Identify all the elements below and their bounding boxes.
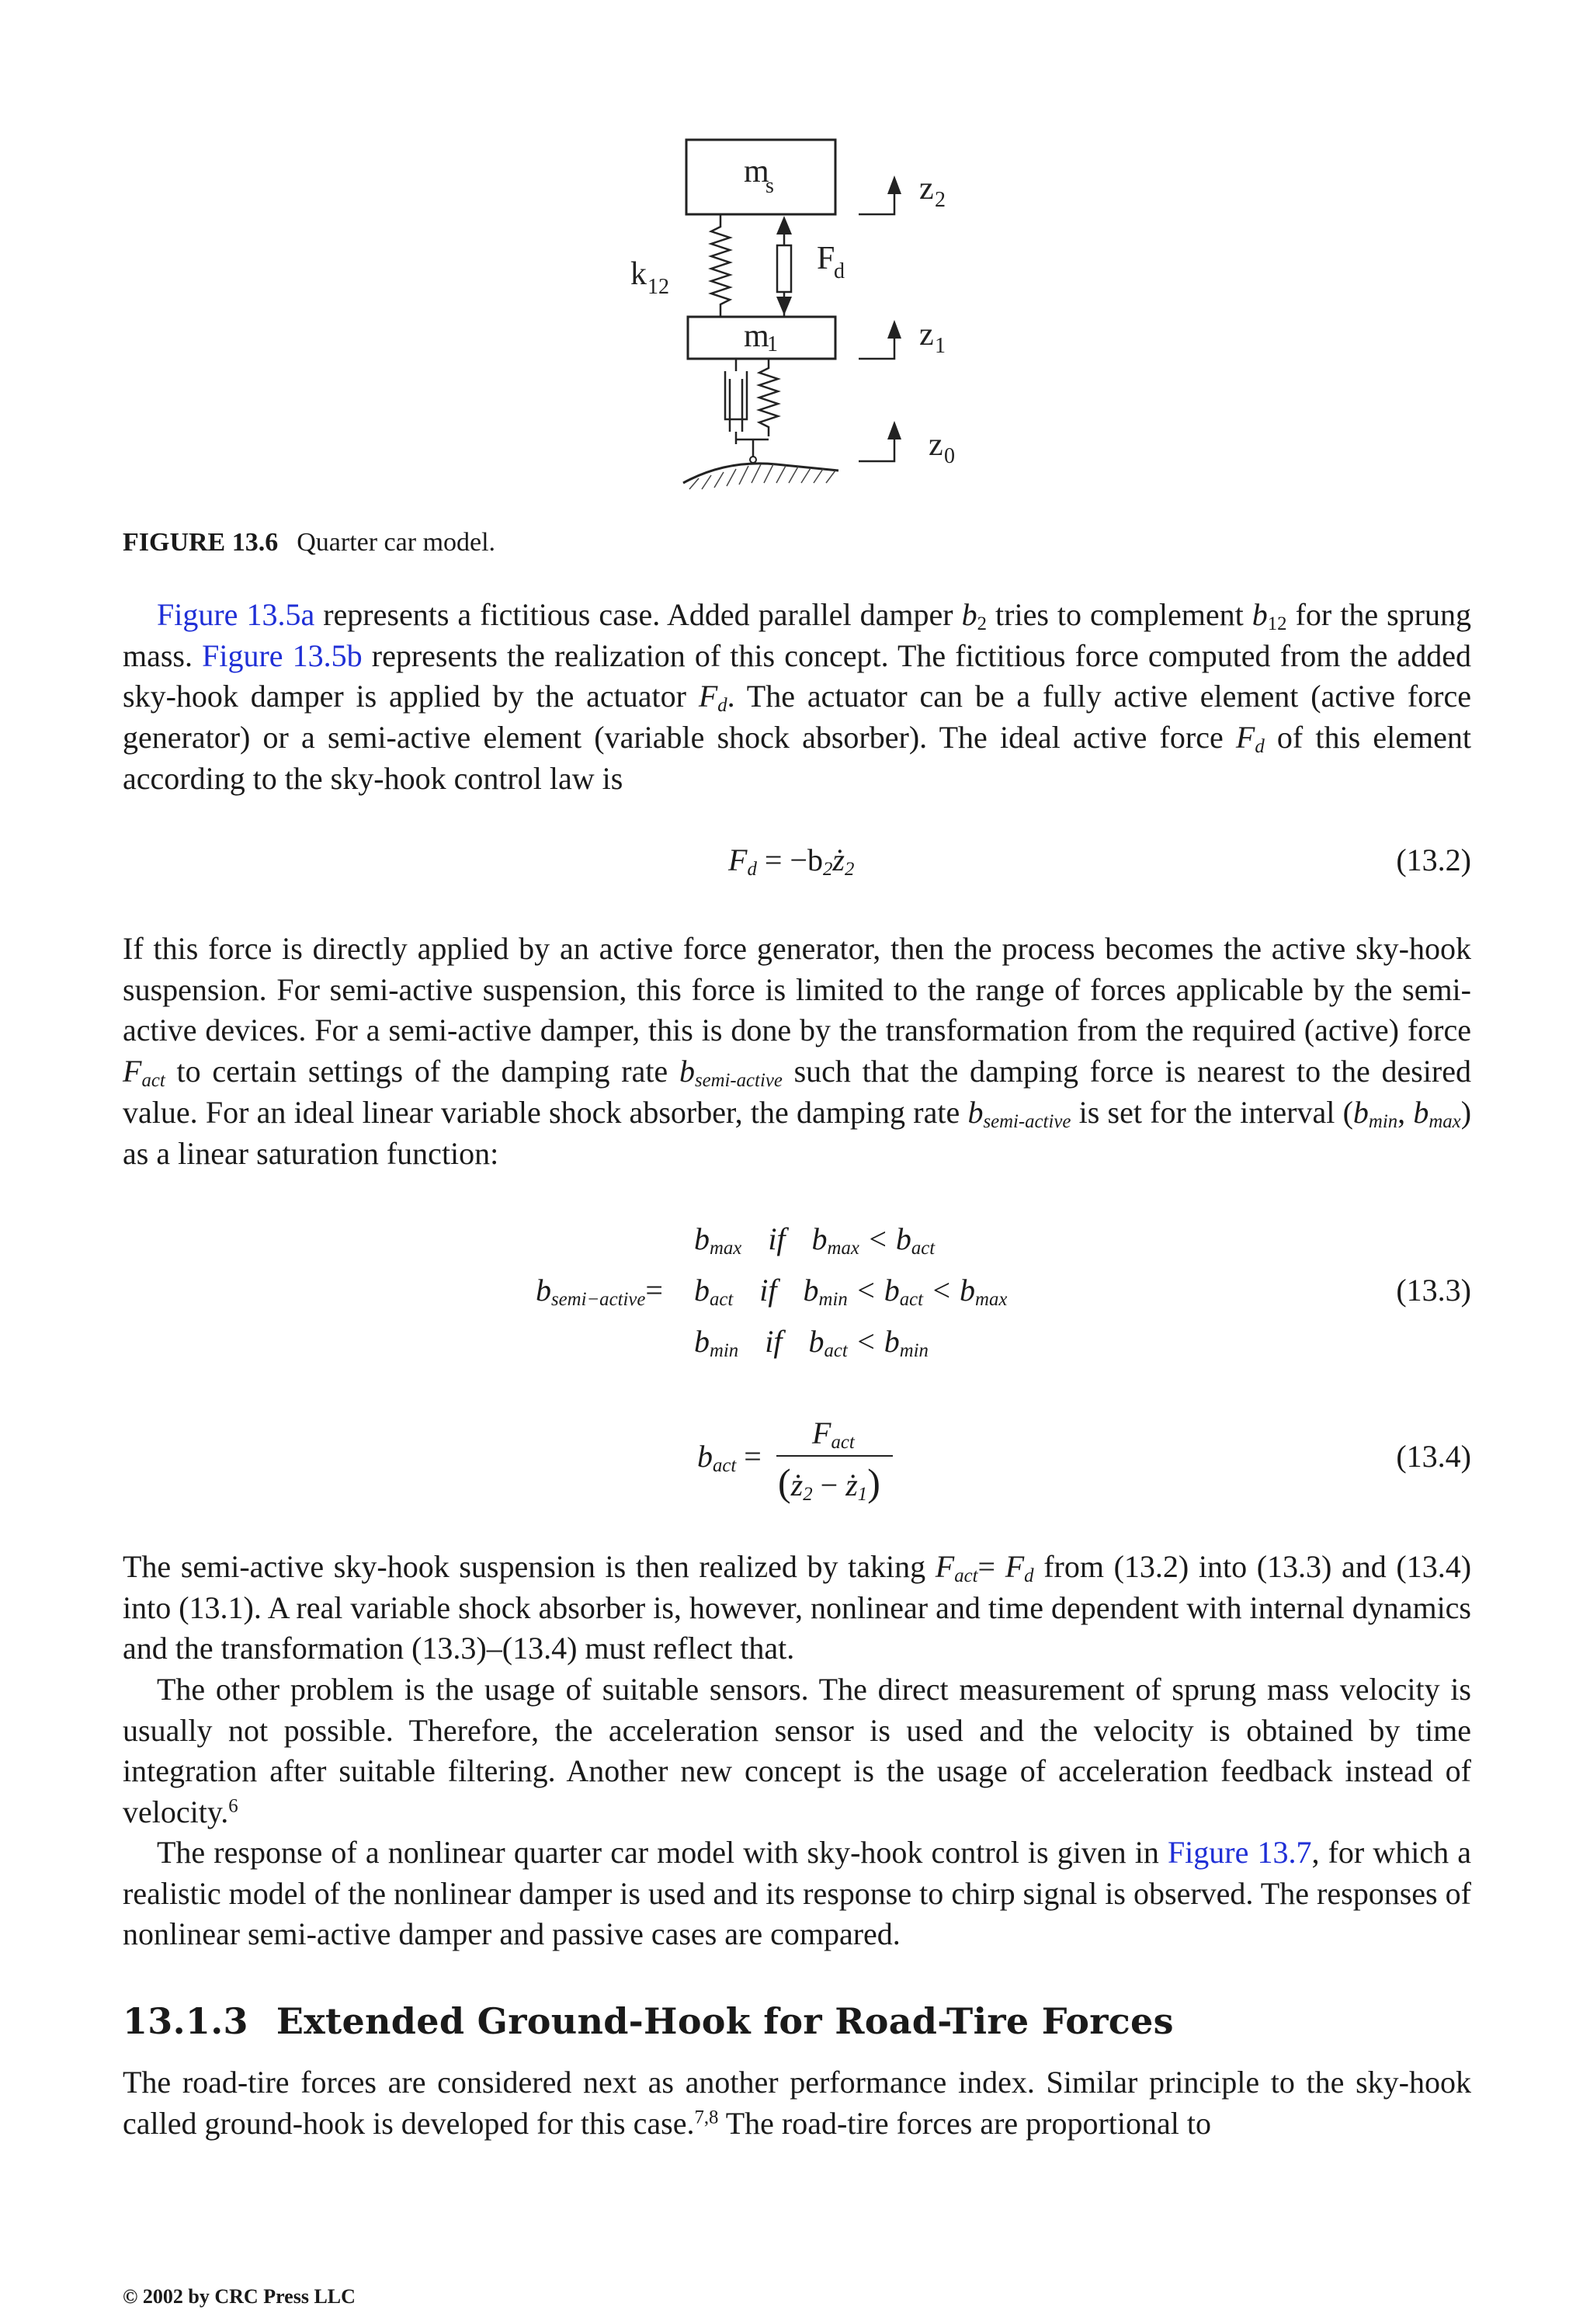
actuator-label: F	[817, 241, 835, 276]
section-heading	[123, 2000, 1174, 2042]
tire-damper	[725, 371, 747, 419]
spring-k12-label: k	[630, 256, 647, 292]
link-figure-13-5b[interactable]: Figure 13.5b	[202, 637, 363, 673]
paragraph-sensors: The other problem is the usage of suitable sensors. The direct measurement of sprung mass velocity is usually not possible. Therefore, the acceleration sensor is used and the velocity is obtained by time integration after suitable filtering. Another new concept is the usage of acceleration feedback instead of velocity.$^6$	[123, 1672, 1471, 1830]
paragraph-semi-active: If this force is directly applied by an active force generator, then the process becomes the active sky-hook suspension. For semi-active suspension, this force is limited to the range of forces applicable by the semi-active devices. For a semi-active damper, this is done by the transformation from the required (active) force $F_{act}$ to certain settings of the damping rate $b_{semi-active}$ such that the damping force is nearest to the desired value. For an ideal linear variable shock absorber, the damping rate $b_{semi-active}$ is set for the interval ($b_{min}$, $b_{max}$) as a linear saturation function:	[123, 931, 1472, 1171]
actuator-sub: d	[834, 259, 845, 283]
actuator-arrow-up	[776, 216, 792, 234]
z2-sub: 2	[935, 188, 946, 212]
sprung-mass-sub: s	[765, 174, 774, 198]
figure-caption-text: Quarter car model.	[297, 528, 496, 557]
equation-13-2-number: (13.2)	[1396, 842, 1471, 877]
fraction-bar	[776, 1455, 893, 1457]
equation-13-3-row-2: $b_{act}$ if $b_{min} < b_{act} < b_{max}$	[694, 1273, 1008, 1311]
figure-caption	[123, 528, 495, 558]
equation-13-3-row-3: $b_{min}$ if $b_{act} < b_{min}$	[694, 1324, 929, 1362]
equation-13-3-row-1: $b_{max}$ if $b_{max} < b_{act}$	[694, 1221, 936, 1259]
equation-13-4-number: (13.4)	[1396, 1439, 1471, 1474]
unsprung-mass-sub: 1	[767, 332, 778, 356]
copyright-footer: © 2002 by CRC Press LLC	[123, 2285, 356, 2308]
z0-sub: 0	[944, 444, 955, 468]
section-title: Extended Ground-Hook for Road-Tire Forces	[276, 2000, 1174, 2042]
link-figure-13-5a[interactable]: Figure 13.5a	[157, 597, 315, 632]
figure-caption-number: FIGURE 13.6	[123, 528, 279, 557]
tire-spring	[759, 359, 778, 436]
spring-k12	[711, 214, 730, 317]
quarter-car-figure	[0, 0, 1590, 512]
paragraph-response: The response of a nonlinear quarter car model with sky-hook control is given in Figure 13.7, for which a realistic model of the nonlinear damper is used and its response to chirp signal is observed. The responses of nonlinear semi-active damper and passive cases are compared.	[123, 1835, 1471, 1952]
spring-k12-sub: 12	[647, 275, 669, 299]
z2-label: z	[919, 171, 934, 207]
equation-13-3-number: (13.3)	[1396, 1273, 1471, 1308]
link-figure-13-7[interactable]: Figure 13.7	[1167, 1835, 1312, 1870]
actuator-body	[777, 245, 791, 292]
paragraph-skyhook-intro: Figure 13.5a represents a fictitious case. Added parallel damper $b_2$ tries to complement $b_{12}$ for the sprung mass. Figure 13.5b represents the realization of this concept. The fictitious force computed from the added sky-hook damper is applied by the actuator $F_d$. The actuator can be a fully active element (active force generator) or a semi-active element (variable shock absorber). The ideal active force $F_d$ of this element according to the sky-hook control law is	[123, 597, 1472, 796]
quarter-car-diagram	[0, 0, 1590, 512]
document-page: m s m 1 k 12 F d z 2 z 1 z 0 FIGURE 13.6 Quarter car model. Figure 13.5a represents a fictitious case. Added parallel damper $b_2$ tries to complement $b_{12}$ for the sprung mass. Figure 13.5b represents the realization of this concept. The fictitious force computed from the added sky-hook damper is applied by the actuator $F_d$. The actuator can be a fully active element (active force generator) or a semi-active element (variable shock absorber). The ideal active force $F_d$ of this element according to the sky-hook control law is $F_d$ = $-b_2ż_2$ (13.2) If this force is directly applied by an active force generator, then the process becomes the active sky-hook suspension. For semi-active suspension, this force is limited to the range of forces applicable by the semi-active devices. For a semi-active damper, this is done by the transformation from the required (active) force $F_{act}$ to certain settings of the damping rate $b_{semi-active}$ such that the damping force is nearest to the desired value. For an ideal linear variable shock absorber, the damping rate $b_{semi-active}$ is set for the interval ($b_{min}$, $b_{max}$) as a linear saturation function: $b_{semi-active}=$ $b_{max}$ if $b_{max} < b_{act}$ $b_{act}$ if $b_{min} < b_{act} < b_{max}$ $b_{min}$ if $b_{act} < b_{min}$ (13.3) $b_{act}$ = $F_{act}$ ($ż_2$ − $ż_1$) (13.4) The semi-active sky-hook suspension is then realized by taking $F_{act}= F_d$ from (13.2) into (13.3) and (13.4) into (13.1). A real variable shock absorber is, however, nonlinear and time dependent with internal dynamics and the transformation (13.3)–(13.4) must reflect that. The other problem is the usage of suitable sensors. The direct measurement of sprung mass velocity is usually not possible. Therefore, the acceleration sensor is used and the velocity is obtained by time integration after suitable filtering. Another new concept is the usage of acceleration feedback instead of velocity.$^6$ The response of a nonlinear quarter car model with sky-hook control is given in Figure 13.7, for which a realistic model of the nonlinear damper is used and its response to chirp signal is observed. The responses of nonlinear semi-active damper and passive cases are compared. 13.1.3 Extended Ground-Hook for Road-Tire Forces The road-tire forces are considered next as another performance index. Similar principle to the sky-hook called ground-hook is developed for this case.$^{7,8}$ The road-tire forces are proportional to © 2002 by CRC Press LLC	[0, 0, 1590, 2324]
section-number: 13.1.3	[123, 2000, 248, 2042]
paragraph-realization: The semi-active sky-hook suspension is then realized by taking $F_{act}= F_d$ from (13.2) into (13.3) and (13.4) into (13.1). A real variable shock absorber is, however, nonlinear and time dependent with internal dynamics and the transformation (13.3)–(13.4) must reflect that.	[123, 1549, 1472, 1666]
z0-label: z	[929, 427, 943, 463]
z1-sub: 1	[935, 334, 946, 358]
paragraph-road-tire: The road-tire forces are considered next as another performance index. Similar principle to the sky-hook called ground-hook is developed for this case.$^{7,8}$ The road-tire forces are proportional to	[123, 2065, 1471, 2141]
unsprung-mass-label: m	[744, 318, 769, 354]
actuator-arrow-down	[776, 297, 792, 315]
equation-13-2: $F_d$ = $-b_2ż_2$	[728, 842, 855, 881]
z1-label: z	[919, 317, 934, 353]
sprung-mass-label: m	[744, 154, 769, 189]
